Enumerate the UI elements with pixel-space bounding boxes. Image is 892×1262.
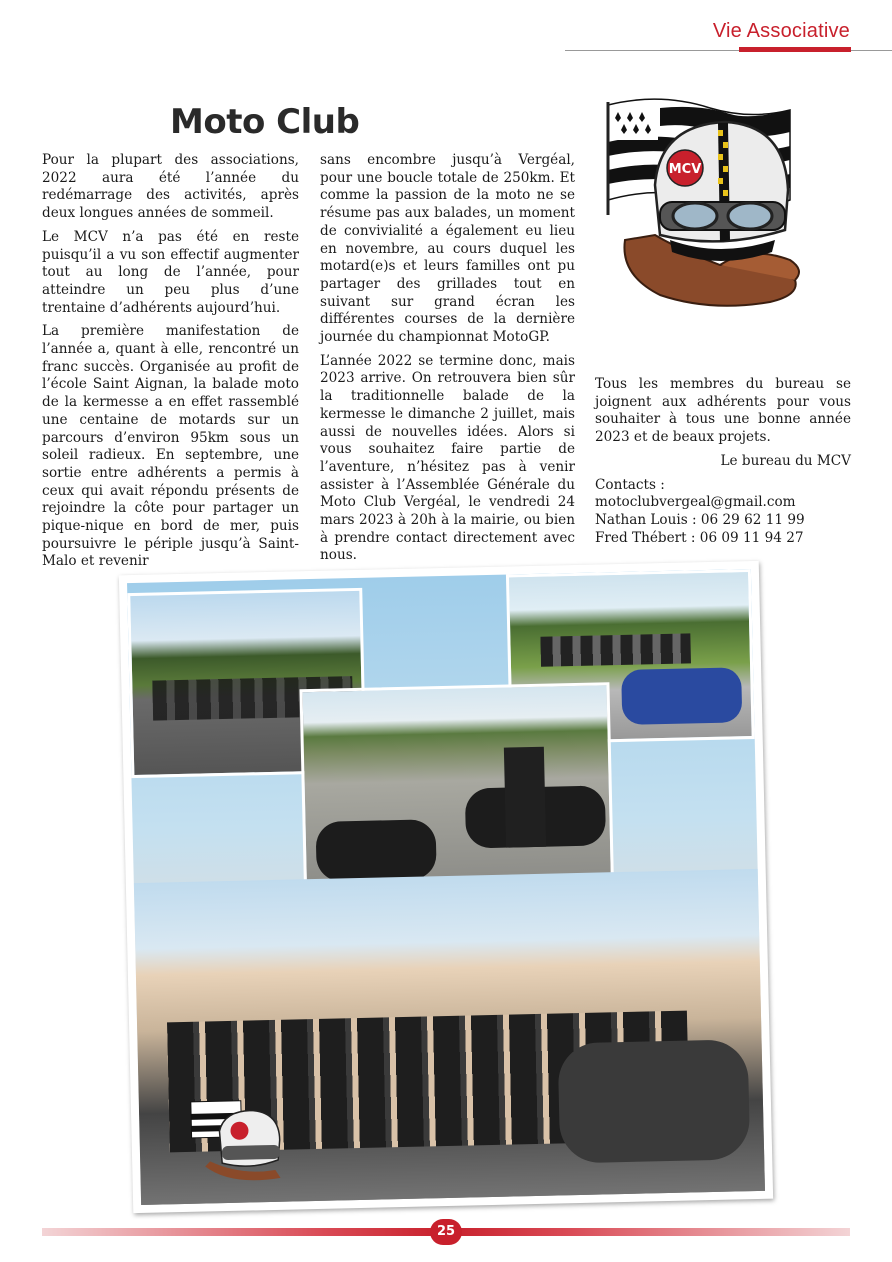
paragraph: L’année 2022 se termine donc, mais 2023 arrive. On retrouvera bien sûr la traditionnelle balade de la kermesse le dimanche 2 juillet, mais aussi de nouvelles idées. Alors si vous souhaitez faire partie de l’aventure, n’hésitez pas à venir assister à l’Assemblée Générale du Moto Club Vergéal, le vendredi 24 mars 2023 à 20h à la mairie, ou bien à prendre contact directement avec nous.: [320, 352, 575, 564]
signature: Le bureau du MCV: [720, 452, 851, 469]
section-label: Vie Associative: [712, 20, 850, 42]
small-club-logo: [189, 1090, 291, 1192]
article-title: Moto Club: [170, 102, 360, 142]
contacts-title: Contacts :: [595, 476, 665, 493]
contacts-block: [595, 477, 851, 548]
paragraph: Le MCV n’a pas été en reste puisqu’il a vu son effectif augmenter tout au long de l’année, pour atteindre un peu plus d’une trentaine d’adhérents aujourd’hui.: [42, 228, 299, 316]
article-column-3: [595, 376, 851, 547]
club-logo: [600, 90, 810, 315]
paragraph: sans encombre jusqu’à Vergéal, pour une boucle totale de 250km. Et comme la passion de la moto ne se résume pas aux balades, un moment de convivialité a également eu lieu en novembre, au cours duquel les motard(e)s et leurs familles ont pu partager des grillades tout en suivant sur grand écran les différentes courses de la dernière journée du championnat MotoGP.: [320, 152, 575, 346]
svg-text:MCV: MCV: [668, 162, 702, 177]
paragraph: Pour la plupart des associations, 2022 aura été l’année du redémarrage des activités, après deux longues années de sommeil.: [42, 152, 299, 222]
wishes-text: Tous les membres du bureau se joignent aux adhérents pour vous souhaiter à tous une bonne année 2023 et de beaux projets.: [595, 376, 851, 446]
helmet-icon: [655, 122, 788, 261]
contact-phone-1: Nathan Louis : 06 29 62 11 99: [595, 511, 805, 528]
header-accent-bar: [739, 47, 851, 52]
contact-email[interactable]: motoclubvergeal@gmail.com: [595, 494, 796, 511]
article-column-1: [42, 152, 299, 577]
photo-collage: [119, 561, 773, 1213]
photo-kermesse-gathering: [299, 682, 614, 899]
contact-phone-2: Fred Thébert : 06 09 11 94 27: [595, 529, 804, 546]
photo-group-members: [134, 869, 765, 1205]
article-column-2: [320, 152, 575, 571]
paragraph: La première manifestation de l’année a, quant à elle, rencontré un franc succès. Organisée au profit de l’école Saint Aignan, la balade moto de la kermesse a en effet rassemblé une centaine de motards sur un parcours d’environ 95km sous un soleil radieux. En septembre, une sortie entre adhérents a permis à ceux qui avait répondu présents de rejoindre la côte pour partager un pique-nique en bord de mer, puis poursuivre le périple jusqu’à Saint-Malo et revenir: [42, 323, 299, 570]
page-number: 25: [430, 1219, 462, 1245]
